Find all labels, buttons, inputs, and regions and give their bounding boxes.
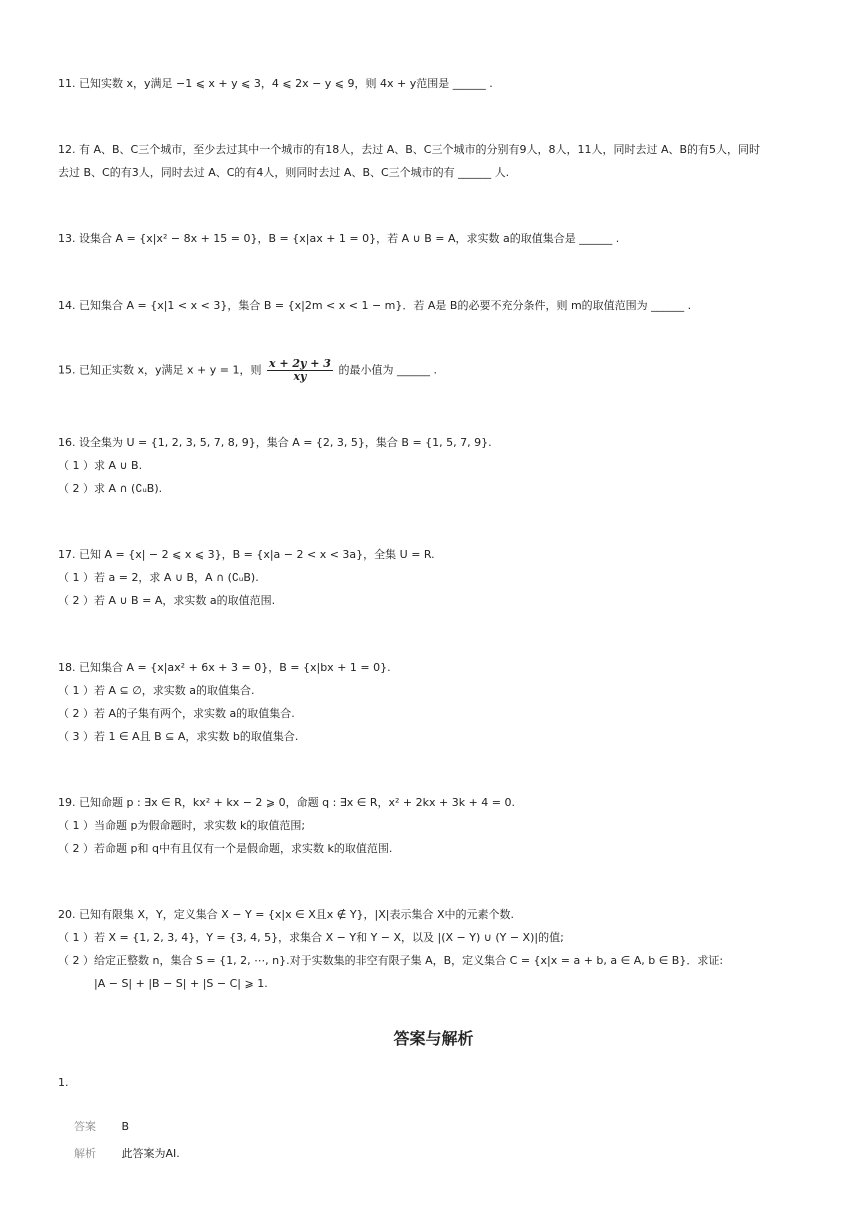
sub-question: （ 2 ）若 A ∪ B = A，求实数 a的取值范围. [58, 594, 276, 607]
sub-question: （ 2 ）求 A ∩ (∁ᵤB). [58, 482, 163, 495]
fraction-denominator: xy [293, 370, 307, 383]
question-text: 18. 已知集合 A = {x|ax² + 6x + 3 = 0}，B = {x|bx + 1 = 0}. [58, 661, 391, 674]
question-19 [58, 791, 818, 860]
sub-question: （ 1 ）若 a = 2，求 A ∪ B，A ∩ (∁ᵤB). [58, 571, 259, 584]
question-text: 的最小值为 ______ . [338, 363, 437, 377]
question-text: 12. 有 A、B、C三个城市，至少去过其中一个城市的有18人，去过 A、B、C三个城市的分别有9人，8人，11人，同时去过 A、B的有5人，同时 [58, 143, 761, 156]
question-text: 17. 已知 A = {x| − 2 ⩽ x ⩽ 3}，B = {x|a − 2 < x < 3a}，全集 U = R. [58, 548, 435, 561]
answer-value: B [121, 1120, 130, 1133]
question-text: 13. 设集合 A = {x|x² − 8x + 15 = 0}，B = {x|ax + 1 = 0}，若 A ∪ B = A，求实数 a的取值集合是 ______ . [58, 232, 620, 245]
analysis-row [74, 1145, 180, 1161]
question-text: 11. 已知实数 x，y满足 −1 ⩽ x + y ⩽ 3，4 ⩽ 2x − y ⩽ 9，则 4x + y范围是 ______ . [58, 77, 493, 90]
sub-question: （ 2 ）若命题 p和 q中有且仅有一个是假命题，求实数 k的取值范围. [58, 842, 393, 855]
answer-item-number: 1. [58, 1076, 69, 1089]
question-18 [58, 656, 818, 748]
sub-question: （ 1 ）若 X = {1, 2, 3, 4}，Y = {3, 4, 5}，求集合 X − Y和 Y − X，以及 |(X − Y) ∪ (Y − X)|的值; [58, 931, 564, 944]
question-13 [58, 227, 818, 250]
sub-question: （ 2 ）若 A的子集有两个，求实数 a的取值集合. [58, 707, 295, 720]
sub-question: （ 1 ）当命题 p为假命题时，求实数 k的取值范围; [58, 819, 306, 832]
sub-question: （ 2 ）给定正整数 n，集合 S = {1, 2, ⋯, n}.对于实数集的非空有限子集 A，B，定义集合 C = {x|x = a + b, a ∈ A, b ∈ B}．求证: [58, 954, 724, 967]
sub-question: （ 1 ）若 A ⊆ ∅，求实数 a的取值集合. [58, 684, 255, 697]
answer-label: 答案 [74, 1120, 96, 1133]
proof-statement: |A − S| + |B − S| + |S − C| ⩾ 1. [94, 977, 268, 990]
sub-question: （ 1 ）求 A ∪ B. [58, 459, 143, 472]
question-text: 15. 已知正实数 x，y满足 x + y = 1，则 [58, 363, 262, 377]
question-14 [58, 294, 818, 317]
answer-row [74, 1118, 129, 1134]
question-17 [58, 543, 818, 612]
question-15 [58, 358, 818, 383]
analysis-label: 解析 [74, 1147, 96, 1160]
fraction [267, 358, 333, 383]
question-11 [58, 72, 818, 95]
fraction-numerator: x + 2y + 3 [268, 357, 331, 370]
question-20 [58, 903, 818, 995]
question-text: 19. 已知命题 p : ∃x ∈ R，kx² + kx − 2 ⩾ 0，命题 q : ∃x ∈ R，x² + 2kx + 3k + 4 = 0. [58, 796, 515, 809]
question-text: 20. 已知有限集 X，Y，定义集合 X − Y = {x|x ∈ X且x ∉ Y}，|X|表示集合 X中的元素个数. [58, 908, 515, 921]
answers-section-title: 答案与解析 [393, 1029, 474, 1048]
question-text: 16. 设全集为 U = {1, 2, 3, 5, 7, 8, 9}，集合 A = {2, 3, 5}，集合 B = {1, 5, 7, 9}. [58, 436, 492, 449]
question-12 [58, 138, 818, 184]
question-text: 14. 已知集合 A = {x|1 < x < 3}，集合 B = {x|2m < x < 1 − m}．若 A是 B的必要不充分条件，则 m的取值范围为 ______ . [58, 299, 692, 312]
sub-question: （ 3 ）若 1 ∈ A且 B ⊆ A，求实数 b的取值集合. [58, 730, 299, 743]
question-16 [58, 431, 818, 500]
question-text: 去过 B、C的有3人，同时去过 A、C的有4人，则同时去过 A、B、C三个城市的有 ______ 人. [58, 166, 510, 179]
analysis-value: 此答案为AI. [121, 1147, 180, 1160]
